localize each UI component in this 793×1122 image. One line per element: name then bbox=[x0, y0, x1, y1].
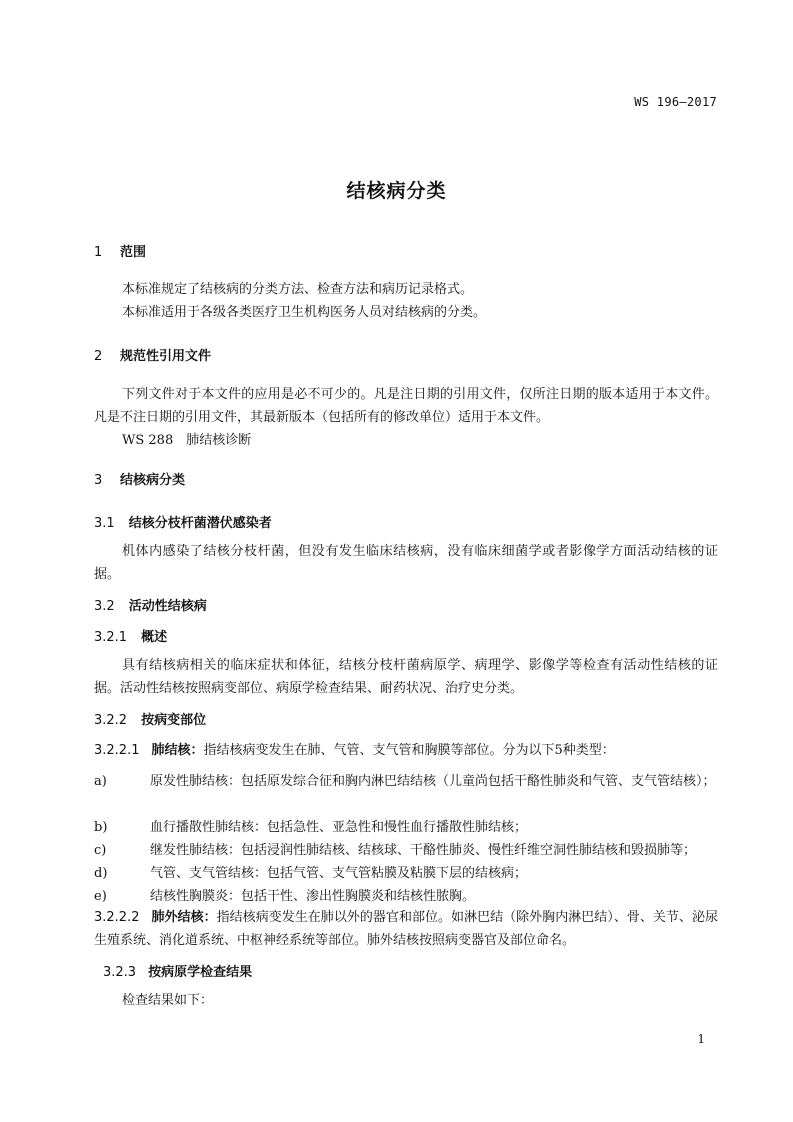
section-number: 3 bbox=[94, 473, 103, 488]
standard-number: WS 196—2017 bbox=[634, 95, 717, 109]
list-text: 继发性肺结核：包括浸润性肺结核、结核球、干酪性肺炎、慢性纤维空洞性肺结核和毁损肺等； bbox=[150, 843, 697, 858]
page-number: 1 bbox=[697, 1032, 705, 1046]
section-3-2-2-1 bbox=[94, 739, 718, 762]
term-pulmonary-tb: 肺结核： bbox=[151, 743, 204, 758]
section-1-paragraph-2: 本标准适用于各级各类医疗卫生机构医务人员对结核病的分类。 bbox=[122, 305, 487, 320]
list-item bbox=[94, 816, 722, 839]
section-3-2-3-paragraph: 检查结果如下： bbox=[122, 993, 214, 1008]
section-3-heading bbox=[94, 469, 185, 488]
section-3-1-heading bbox=[94, 512, 272, 531]
section-3-2-2-heading bbox=[94, 709, 206, 728]
section-2-heading bbox=[94, 345, 211, 364]
list-text: 血行播散性肺结核：包括急性、亚急性和慢性血行播散性肺结核； bbox=[150, 820, 528, 835]
section-1-paragraph-1: 本标准规定了结核病的分类方法、检查方法和病历记录格式。 bbox=[122, 282, 474, 297]
list-label: b) bbox=[94, 820, 108, 835]
section-number: 2 bbox=[94, 349, 103, 364]
section-title: 活动性结核病 bbox=[128, 599, 207, 614]
section-number: 3.2.2.1 bbox=[94, 743, 140, 758]
section-number: 3.2.2.2 bbox=[94, 910, 140, 925]
list-label: e) bbox=[94, 889, 107, 904]
section-title: 概述 bbox=[141, 630, 168, 645]
section-number: 3.2.2 bbox=[94, 713, 128, 728]
section-3-2-1-paragraph: 具有结核病相关的临床症状和体征，结核分枝杆菌病原学、病理学、影像学等检查有活动性结核的证据。活动性结核按照病变部位、病原学检查结果、耐药状况、治疗史分类。 bbox=[94, 658, 718, 696]
list-item bbox=[94, 885, 722, 908]
section-3-1-paragraph: 机体内感染了结核分枝杆菌，但没有发生临床结核病，没有临床细菌学或者影像学方面活动结核的证据。 bbox=[94, 544, 718, 582]
section-title: 规范性引用文件 bbox=[120, 349, 212, 364]
section-number: 3.2 bbox=[94, 599, 115, 614]
section-3-2-2-2 bbox=[94, 906, 718, 952]
document-title: 结核病分类 bbox=[346, 180, 447, 202]
section-title: 按病原学检查结果 bbox=[148, 965, 253, 980]
list-text: 原发性肺结核：包括原发综合征和胸内淋巴结结核（儿童尚包括干酪性肺炎和气管、支气管结核）； bbox=[150, 774, 716, 789]
section-3-2-heading bbox=[94, 595, 207, 614]
section-number: 1 bbox=[94, 245, 103, 260]
section-title: 结核病分类 bbox=[120, 473, 186, 488]
list-label: a) bbox=[94, 774, 107, 789]
section-title: 结核分枝杆菌潜伏感染者 bbox=[128, 516, 272, 531]
list-text: 气管、支气管结核：包括气管、支气管粘膜及粘膜下层的结核病； bbox=[150, 866, 528, 881]
section-title: 范围 bbox=[120, 245, 147, 260]
list-label: d) bbox=[94, 866, 108, 881]
section-1-heading bbox=[94, 241, 146, 260]
section-3-2-1-heading bbox=[94, 626, 167, 645]
section-title: 按病变部位 bbox=[141, 713, 207, 728]
normative-reference: WS 288 肺结核诊断 bbox=[122, 433, 252, 448]
list-label: c) bbox=[94, 843, 107, 858]
section-number: 3.2.3 bbox=[103, 965, 137, 980]
definition-text: 指结核病变发生在肺以外的器官和部位。如淋巴结（除外胸内淋巴结）、骨、关节、泌尿生殖系统、消化道系统、中枢神经系统等部位。肺外结核按照病变器官及部位命名。 bbox=[94, 910, 718, 948]
section-3-2-3-heading bbox=[103, 961, 252, 980]
section-number: 3.1 bbox=[94, 516, 115, 531]
definition-text: 指结核病变发生在肺、气管、支气管和胸膜等部位。分为以下5种类型： bbox=[203, 743, 615, 758]
list-item bbox=[94, 770, 722, 793]
section-number: 3.2.1 bbox=[94, 630, 128, 645]
list-text: 结核性胸膜炎：包括干性、渗出性胸膜炎和结核性脓胸。 bbox=[150, 889, 476, 904]
list-item bbox=[94, 839, 750, 862]
section-2-paragraph-1: 下列文件对于本文件的应用是必不可少的。凡是注日期的引用文件，仅所注日期的版本适用于本文件。凡是不注日期的引用文件，其最新版本（包括所有的修改单位）适用于本文件。 bbox=[94, 387, 718, 425]
list-item bbox=[94, 862, 722, 885]
term-extrapulmonary-tb: 肺外结核： bbox=[151, 910, 217, 925]
